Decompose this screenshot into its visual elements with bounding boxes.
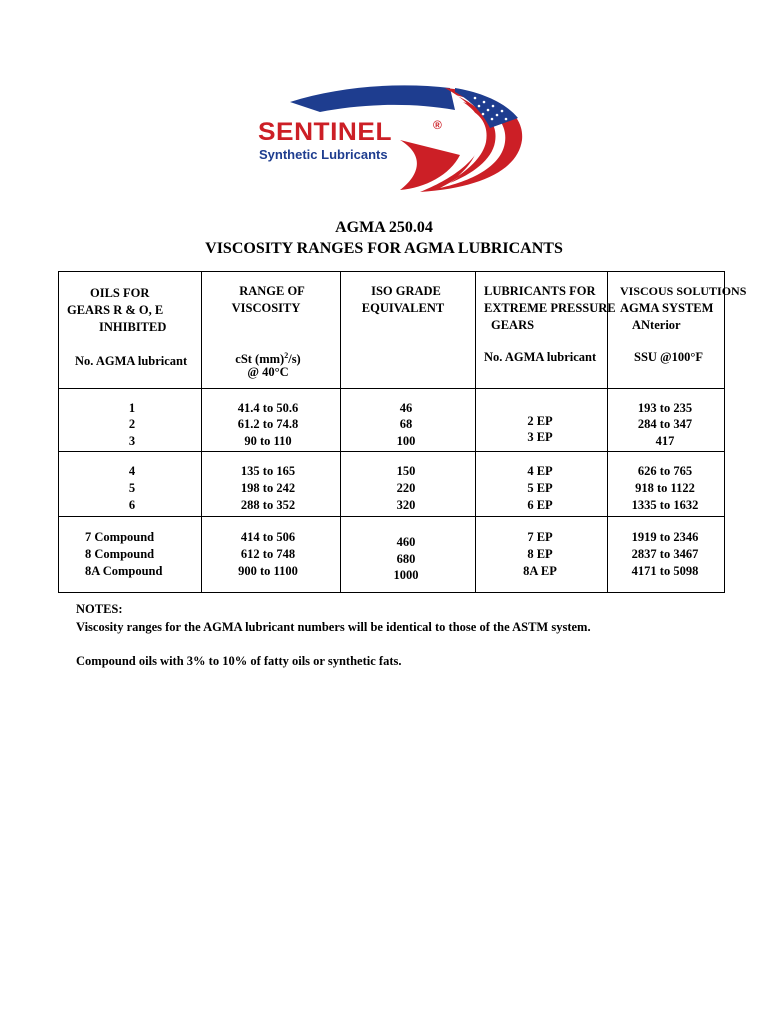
agma-number: 5: [128, 481, 136, 495]
header-range-line1: RANGE OF: [239, 284, 305, 298]
notes-heading: NOTES:: [76, 602, 123, 616]
iso-grade: 460: [396, 535, 416, 549]
agma-compound: 8 Compound: [85, 547, 155, 561]
row-divider: [58, 516, 725, 517]
iso-grade: 320: [396, 498, 416, 512]
ssu-range: 284 to 347: [637, 417, 693, 431]
agma-number: 1: [128, 401, 136, 415]
ep-lubricant: 4 EP: [527, 464, 553, 478]
agma-number: 6: [128, 498, 136, 512]
ssu-range: 4171 to 5098: [631, 564, 699, 578]
table-border-left: [58, 271, 59, 593]
header-ep-line1: LUBRICANTS FOR: [484, 284, 596, 298]
document-subtitle: VISCOSITY RANGES FOR AGMA LUBRICANTS: [205, 240, 563, 257]
column-divider: [340, 271, 341, 593]
agma-number: 2: [128, 417, 136, 431]
ssu-range: 2837 to 3467: [631, 547, 699, 561]
iso-grade: 100: [396, 434, 416, 448]
subheader-temp: @ 40°C: [247, 365, 289, 379]
viscosity-range: 612 to 748: [240, 547, 296, 561]
subheader-ssu: SSU @100°F: [634, 350, 704, 364]
viscosity-range: 41.4 to 50.6: [237, 401, 299, 415]
header-range-line2: VISCOSITY: [231, 301, 301, 315]
iso-grade: 46: [399, 401, 413, 415]
viscosity-range: 135 to 165: [240, 464, 296, 478]
sentinel-logo: [250, 80, 530, 195]
iso-grade: 1000: [393, 568, 419, 582]
ep-lubricant: 3 EP: [527, 430, 553, 444]
ssu-range: 626 to 765: [637, 464, 693, 478]
header-viscous-line2: AGMA SYSTEM: [620, 301, 714, 315]
viscosity-range: 90 to 110: [244, 434, 292, 448]
header-ep-line3: GEARS: [491, 318, 535, 332]
header-viscous-line3: ANterior: [632, 318, 681, 332]
table-border-bottom: [58, 592, 725, 593]
ep-lubricant: 2 EP: [527, 414, 553, 428]
viscosity-range: 198 to 242: [240, 481, 296, 495]
ssu-range: 1919 to 2346: [631, 530, 699, 544]
ssu-range: 918 to 1122: [635, 481, 695, 495]
header-iso-line2: EQUIVALENT: [361, 301, 445, 315]
iso-grade: 150: [396, 464, 416, 478]
header-viscous-line1: VISCOUS SOLUTIONS: [620, 284, 747, 298]
agma-compound: 8A Compound: [85, 564, 163, 578]
document-title: AGMA 250.04: [335, 219, 433, 236]
logo-tagline: Synthetic Lubricants: [259, 147, 388, 162]
iso-grade: 68: [399, 417, 413, 431]
viscosity-range: 288 to 352: [240, 498, 296, 512]
iso-grade: 220: [396, 481, 416, 495]
subheader-agma: No. AGMA lubricant: [75, 354, 188, 368]
note-line-2: Compound oils with 3% to 10% of fatty oils or synthetic fats.: [76, 654, 402, 668]
row-divider: [58, 451, 725, 452]
agma-number: 4: [128, 464, 136, 478]
header-ep-line2: EXTREME PRESSURE: [484, 301, 616, 315]
header-oils-line3: INHIBITED: [99, 320, 167, 334]
ssu-range: 1335 to 1632: [631, 498, 699, 512]
subheader-cst-unit: cSt (mm)$^2$/s): [235, 351, 301, 367]
ep-lubricant: 8 EP: [527, 547, 553, 561]
header-oils-line1: OILS FOR: [90, 286, 150, 300]
header-iso-line1: ISO GRADE: [371, 284, 441, 298]
ep-lubricant: 8A EP: [523, 564, 557, 578]
subheader-ep-agma: No. AGMA lubricant: [484, 350, 597, 364]
agma-number: 3: [128, 434, 136, 448]
header-oils-line2: GEARS R & O, E: [67, 303, 164, 317]
column-divider: [475, 271, 476, 593]
ssu-range: 417: [655, 434, 675, 448]
viscosity-range: 414 to 506: [240, 530, 296, 544]
ep-lubricant: 5 EP: [527, 481, 553, 495]
row-divider: [58, 388, 725, 389]
viscosity-range: 900 to 1100: [238, 564, 298, 578]
logo-brand-text: SENTINEL: [258, 118, 393, 146]
ep-lubricant: 6 EP: [527, 498, 553, 512]
viscosity-range: 61.2 to 74.8: [237, 417, 299, 431]
agma-compound: 7 Compound: [85, 530, 155, 544]
ssu-range: 193 to 235: [637, 401, 693, 415]
note-line-1: Viscosity ranges for the AGMA lubricant numbers will be identical to those of the ASTM system.: [76, 620, 591, 634]
iso-grade: 680: [396, 552, 416, 566]
registered-mark: ®: [433, 118, 442, 132]
table-border-top: [58, 271, 725, 272]
ep-lubricant: 7 EP: [527, 530, 553, 544]
